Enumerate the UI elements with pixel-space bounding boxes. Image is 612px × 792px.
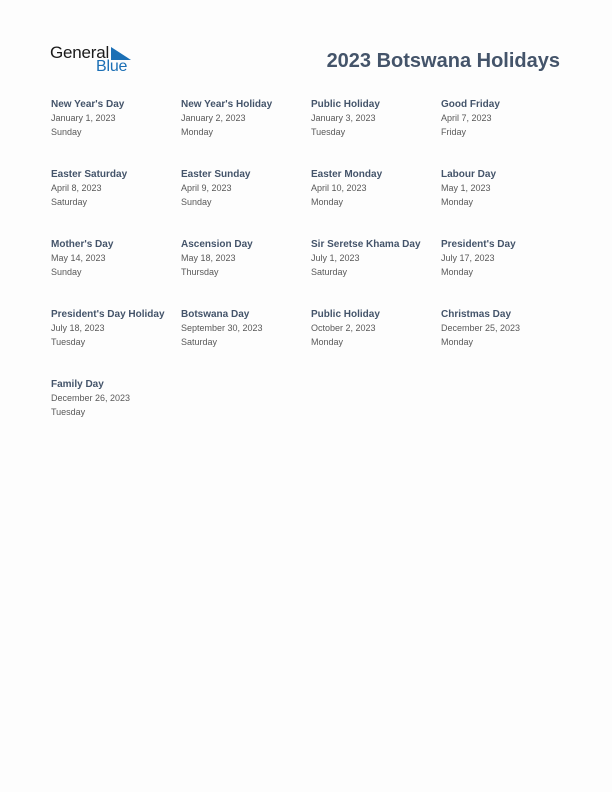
holiday-name: Ascension Day xyxy=(181,239,253,250)
holiday-weekday: Tuesday xyxy=(51,406,86,417)
holiday-date: April 10, 2023 xyxy=(311,183,367,193)
holiday-item xyxy=(441,98,571,168)
holiday-weekday: Tuesday xyxy=(51,336,86,347)
holiday-date: January 2, 2023 xyxy=(181,113,246,123)
holiday-name: Easter Sunday xyxy=(181,169,251,180)
holiday-name: Botswana Day xyxy=(181,309,250,320)
holiday-item xyxy=(51,98,181,168)
holiday-weekday: Monday xyxy=(311,336,344,347)
holiday-date: May 18, 2023 xyxy=(181,253,236,263)
holiday-item xyxy=(51,308,181,378)
holiday-name: Family Day xyxy=(51,379,104,390)
holiday-date: April 9, 2023 xyxy=(181,183,232,193)
holiday-date: October 2, 2023 xyxy=(311,323,376,333)
holiday-weekday: Monday xyxy=(441,266,474,277)
holiday-name: New Year's Holiday xyxy=(181,99,273,110)
holiday-item xyxy=(441,168,571,238)
logo-text-blue: Blue xyxy=(96,58,128,75)
holiday-weekday: Monday xyxy=(181,126,214,137)
holiday-name: Easter Monday xyxy=(311,169,383,180)
holiday-weekday: Tuesday xyxy=(311,126,346,137)
holiday-item xyxy=(311,98,441,168)
holiday-date: December 25, 2023 xyxy=(441,323,521,333)
holiday-name: New Year's Day xyxy=(51,99,125,110)
generalblue-logo xyxy=(50,43,136,77)
holiday-name: Sir Seretse Khama Day xyxy=(311,239,421,250)
holiday-weekday: Friday xyxy=(441,126,467,137)
holiday-item xyxy=(181,238,311,308)
holiday-date: April 8, 2023 xyxy=(51,183,102,193)
holiday-item xyxy=(311,238,441,308)
holiday-date: May 14, 2023 xyxy=(51,253,106,263)
holiday-weekday: Sunday xyxy=(181,196,212,207)
holiday-weekday: Saturday xyxy=(181,336,218,347)
holiday-grid xyxy=(51,98,571,448)
holiday-weekday: Monday xyxy=(311,196,344,207)
holiday-name: Christmas Day xyxy=(441,309,512,320)
holiday-date: July 18, 2023 xyxy=(51,323,105,333)
holiday-date: September 30, 2023 xyxy=(181,323,263,333)
holiday-date: July 1, 2023 xyxy=(311,253,360,263)
holiday-item xyxy=(51,168,181,238)
holiday-date: July 17, 2023 xyxy=(441,253,495,263)
holiday-weekday: Sunday xyxy=(51,126,82,137)
holiday-date: December 26, 2023 xyxy=(51,393,131,403)
holiday-date: May 1, 2023 xyxy=(441,183,491,193)
holiday-name: President's Day xyxy=(441,239,516,250)
holiday-item xyxy=(181,98,311,168)
holiday-item xyxy=(311,308,441,378)
holiday-name: Mother's Day xyxy=(51,239,114,250)
holiday-item xyxy=(51,238,181,308)
holiday-name: Public Holiday xyxy=(311,99,380,110)
page-title: 2023 Botswana Holidays xyxy=(326,50,560,72)
holiday-weekday: Sunday xyxy=(51,266,82,277)
holiday-item xyxy=(51,378,181,448)
holiday-weekday: Thursday xyxy=(181,266,219,277)
holiday-name: Easter Saturday xyxy=(51,169,128,180)
holiday-item xyxy=(441,238,571,308)
holiday-weekday: Monday xyxy=(441,336,474,347)
holiday-item xyxy=(181,308,311,378)
holiday-item xyxy=(311,168,441,238)
holiday-item xyxy=(181,168,311,238)
holiday-date: January 1, 2023 xyxy=(51,113,116,123)
holiday-weekday: Saturday xyxy=(311,266,348,277)
holiday-weekday: Monday xyxy=(441,196,474,207)
holiday-name: Labour Day xyxy=(441,169,497,180)
holiday-weekday: Saturday xyxy=(51,196,88,207)
holiday-date: April 7, 2023 xyxy=(441,113,492,123)
logo-text-general: General xyxy=(50,43,110,62)
holiday-name: Good Friday xyxy=(441,99,500,110)
holiday-name: President's Day Holiday xyxy=(51,309,165,320)
holiday-item xyxy=(441,308,571,378)
holiday-date: January 3, 2023 xyxy=(311,113,376,123)
holiday-name: Public Holiday xyxy=(311,309,380,320)
